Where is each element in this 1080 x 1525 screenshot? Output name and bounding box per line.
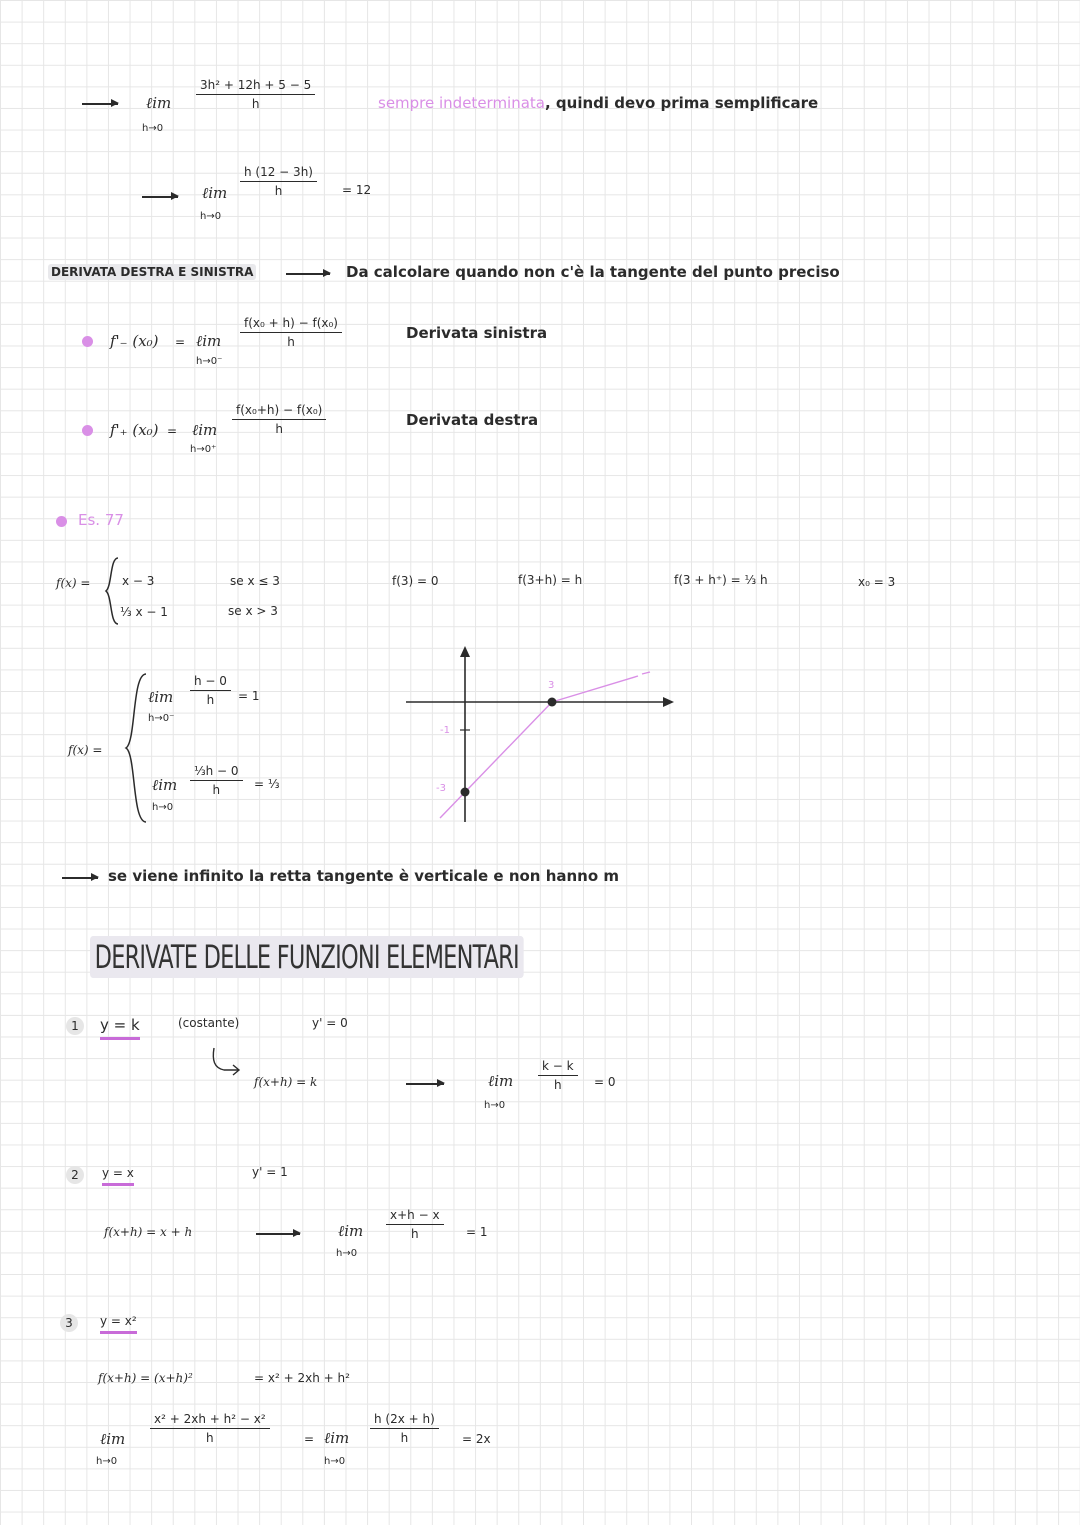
item-3-den: h bbox=[206, 1431, 214, 1445]
limit-2-sub: h→0 bbox=[200, 211, 222, 222]
item-2-func: y = x bbox=[102, 1167, 134, 1179]
example-conclusion: se viene infinito la retta tangente è verticale e non hanno m bbox=[108, 867, 620, 885]
example-label: Es. 77 bbox=[78, 511, 124, 529]
example-l1-num: h − 0 bbox=[190, 674, 231, 691]
item-2-lim: ℓim bbox=[338, 1222, 364, 1240]
left-lim: ℓim bbox=[196, 332, 222, 350]
item-1-den: h bbox=[553, 1078, 562, 1092]
item-2-fxh: f(x+h) = x + h bbox=[104, 1225, 193, 1239]
arrow-3 bbox=[286, 273, 330, 275]
item-1-sub: h→0 bbox=[484, 1100, 506, 1111]
item-3-eq2: = bbox=[304, 1432, 315, 1446]
limit-1-note-pink: sempre indeterminata bbox=[378, 94, 545, 112]
example-l2-result: = ⅓ bbox=[254, 777, 280, 791]
arrow-2 bbox=[142, 196, 178, 198]
limit-2-fraction bbox=[240, 165, 317, 198]
item-3-num: x² + 2xh + h² − x² bbox=[150, 1412, 270, 1429]
left-lhs: f'₋ (x₀) bbox=[110, 332, 159, 350]
item-3-lim: ℓim bbox=[100, 1430, 126, 1448]
graph-label-minus-3: -3 bbox=[436, 783, 446, 794]
right-denominator: h bbox=[275, 422, 283, 436]
item-1-lim: ℓim bbox=[488, 1072, 514, 1090]
example-case-1: x − 3 bbox=[122, 574, 155, 588]
example-l2-num: ⅓h − 0 bbox=[190, 764, 243, 781]
item-2-number: 2 bbox=[66, 1166, 84, 1184]
item-2-result: = 1 bbox=[466, 1225, 488, 1239]
left-label: Derivata sinistra bbox=[406, 324, 548, 342]
limit-1-fraction bbox=[196, 78, 315, 111]
item-3-lim2: ℓim bbox=[324, 1429, 350, 1447]
item-3-expand: = x² + 2xh + h² bbox=[254, 1371, 350, 1385]
brace-1 bbox=[104, 556, 120, 626]
item-1-tag: (costante) bbox=[178, 1016, 240, 1030]
left-fraction bbox=[240, 316, 342, 349]
left-sub: h→0⁻ bbox=[196, 356, 223, 367]
item-3-num-2: h (2x + h) bbox=[370, 1412, 439, 1429]
left-denominator: h bbox=[287, 335, 295, 349]
bullet-right bbox=[82, 425, 93, 436]
arrow-6 bbox=[256, 1233, 300, 1235]
limit-2-lim: ℓim bbox=[202, 184, 228, 202]
limit-2-result: = 12 bbox=[342, 183, 372, 197]
example-l2-lim: ℓim bbox=[152, 776, 178, 794]
right-sub: h→0⁺ bbox=[190, 444, 217, 455]
item-3-number: 3 bbox=[60, 1314, 78, 1332]
section-title-elementari: DERIVATE DELLE FUNZIONI ELEMENTARI bbox=[90, 936, 523, 978]
limit-1-note-rest: , quindi devo prima semplificare bbox=[545, 94, 819, 112]
right-eq: = bbox=[167, 424, 178, 438]
item-3-fxh: f(x+h) = (x+h)² bbox=[98, 1371, 193, 1385]
item-1-fraction bbox=[538, 1059, 578, 1092]
example-l1-fraction bbox=[190, 674, 231, 707]
right-lhs: f'₊ (x₀) bbox=[110, 421, 159, 439]
item-3-fraction bbox=[150, 1412, 270, 1445]
right-numerator: f(x₀+h) − f(x₀) bbox=[232, 403, 326, 420]
item-2-fraction bbox=[386, 1208, 444, 1241]
item-3-fraction-2 bbox=[370, 1412, 439, 1445]
bullet-left bbox=[82, 336, 93, 347]
limit-1-note bbox=[378, 96, 818, 111]
graph-label-minus-1: -1 bbox=[440, 725, 450, 736]
right-label: Derivata destra bbox=[406, 411, 539, 429]
example-cond-1: se x ≤ 3 bbox=[230, 574, 280, 588]
item-2-num: x+h − x bbox=[386, 1208, 444, 1225]
brace-2 bbox=[124, 672, 148, 824]
example-f3: f(3) = 0 bbox=[392, 574, 439, 588]
item-2-deriv: y' = 1 bbox=[252, 1165, 288, 1179]
example-limits-fx: f(x) = bbox=[68, 743, 103, 757]
item-2-den: h bbox=[410, 1227, 419, 1241]
left-eq: = bbox=[175, 335, 186, 349]
example-case-2: ⅓ x − 1 bbox=[120, 605, 168, 619]
example-l1-result: = 1 bbox=[238, 689, 260, 703]
example-fx: f(x) = bbox=[56, 576, 91, 590]
item-1-result: = 0 bbox=[594, 1075, 616, 1089]
item-1-fxh: f(x+h) = k bbox=[254, 1075, 318, 1089]
limit-2-denominator: h bbox=[274, 184, 283, 198]
bullet-example bbox=[56, 516, 67, 527]
example-l1-sub: h→0⁻ bbox=[148, 713, 175, 724]
limit-1-sub: h→0 bbox=[142, 123, 164, 134]
example-f3hplus: f(3 + h⁺) = ⅓ h bbox=[674, 573, 768, 587]
example-l1-lim: ℓim bbox=[148, 688, 174, 706]
section-title-dx-sx: DERIVATA DESTRA E SINISTRA bbox=[48, 266, 256, 278]
item-1-num: k − k bbox=[538, 1059, 578, 1076]
item-1-number: 1 bbox=[66, 1017, 84, 1035]
example-l1-den: h bbox=[206, 693, 215, 707]
arrow-4 bbox=[62, 877, 98, 879]
item-3-den-2: h bbox=[400, 1431, 409, 1445]
item-1-hook-arrow bbox=[208, 1046, 242, 1076]
limit-1-numerator: 3h² + 12h + 5 − 5 bbox=[196, 78, 315, 95]
limit-1-denominator: h bbox=[251, 97, 260, 111]
graph-label-3: 3 bbox=[548, 680, 555, 691]
example-l2-sub: h→0 bbox=[152, 802, 174, 813]
arrow-5 bbox=[406, 1083, 444, 1085]
item-1-deriv: y' = 0 bbox=[312, 1016, 348, 1030]
section-note-dx-sx: Da calcolare quando non c'è la tangente del punto preciso bbox=[346, 263, 840, 281]
item-3-sub: h→0 bbox=[96, 1456, 118, 1467]
right-lim: ℓim bbox=[192, 421, 218, 439]
arrow-1 bbox=[82, 103, 118, 105]
example-f3h: f(3+h) = h bbox=[518, 573, 583, 587]
example-x0: x₀ = 3 bbox=[858, 575, 896, 589]
example-l2-den: h bbox=[212, 783, 221, 797]
item-1-func: y = k bbox=[100, 1018, 140, 1033]
item-3-func: y = x² bbox=[100, 1315, 137, 1327]
item-3-sub2: h→0 bbox=[324, 1456, 346, 1467]
example-cond-2: se x > 3 bbox=[228, 604, 278, 618]
limit-1-lim: ℓim bbox=[146, 94, 172, 112]
left-numerator: f(x₀ + h) − f(x₀) bbox=[240, 316, 342, 333]
right-fraction bbox=[232, 403, 326, 436]
item-2-sub: h→0 bbox=[336, 1248, 358, 1259]
item-3-result: = 2x bbox=[462, 1432, 491, 1446]
limit-2-numerator: h (12 − 3h) bbox=[240, 165, 317, 182]
example-l2-fraction bbox=[190, 764, 243, 797]
